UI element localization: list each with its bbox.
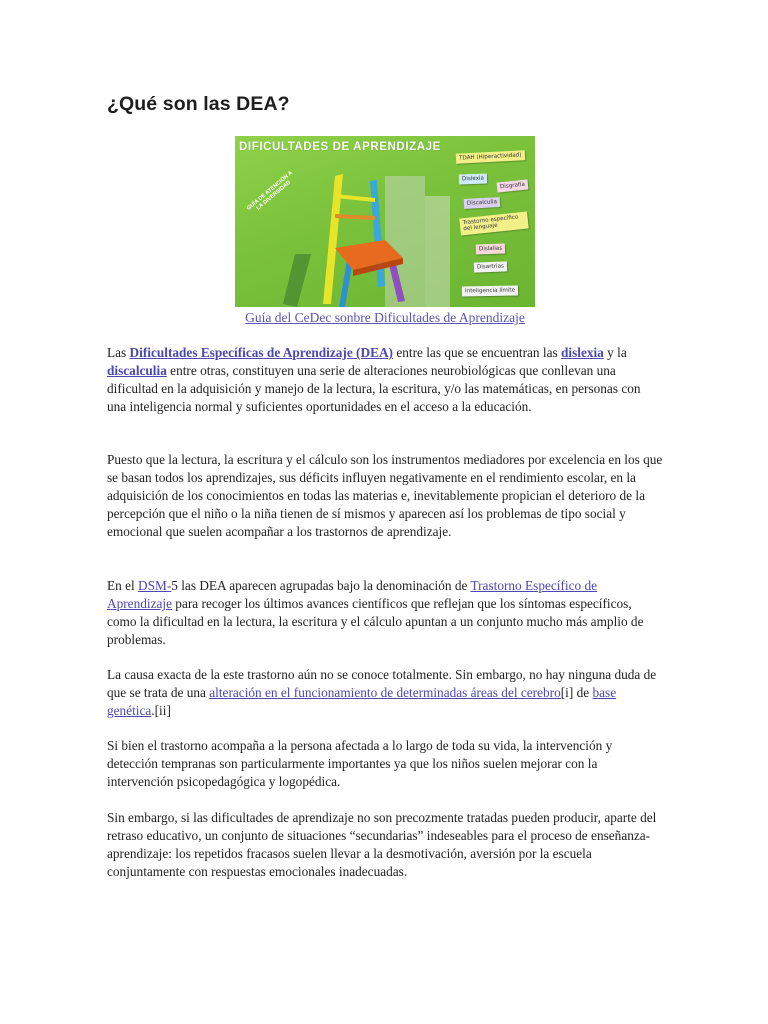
sticky-note: TDAH (Hiperactividad) bbox=[456, 150, 525, 164]
footnote-ref-1[interactable]: [i] bbox=[560, 684, 574, 700]
discalculia-link[interactable]: discalculia bbox=[107, 362, 167, 378]
text: En el bbox=[107, 578, 139, 593]
figure-caption-link[interactable]: Guía del CeDec sonbre Dificultades de Aprendizaje bbox=[245, 310, 525, 325]
text: y la bbox=[603, 345, 627, 360]
footnote-ref-2[interactable]: [ii] bbox=[154, 702, 171, 718]
sticky-note: Dislalias bbox=[476, 243, 506, 254]
page-title: ¿Qué son las DEA? bbox=[107, 93, 290, 115]
paragraph-2: Puesto que la lectura, la escritura y el cálculo son los instrumentos mediadores por excelencia en los que se basan todos los aprendizajes, sus déficits influyen negativamente en el rendimiento escolar, en la adquisición de los conocimientos en todas las materias e, inevitablemente propician el deterioro de la percepción que el niño o la niña tienen de sí mismos y aparecen así los problemas de tipo social y emocional que suelen acompañar a los trastornos de aprendizaje. bbox=[107, 452, 663, 539]
brain-areas-link[interactable]: alteración en el funcionamiento de determinadas áreas del cerebro bbox=[209, 684, 561, 700]
paragraph-1 bbox=[107, 344, 663, 416]
dsm-link[interactable]: DSM- bbox=[138, 578, 172, 593]
guide-label: GUÍA DE ATENCIÓN A LA DIVERSIDAD bbox=[245, 170, 294, 212]
sticky-note: Dislexia bbox=[459, 174, 487, 185]
text: Las bbox=[107, 345, 130, 360]
sticky-note: Disgrafía bbox=[497, 179, 529, 193]
sticky-note: Trastorno específico del lenguaje bbox=[459, 211, 528, 235]
trastorno-link[interactable]: Trastorno Específico de Aprendizaje bbox=[107, 578, 598, 611]
sticky-note: Inteligencia límite bbox=[462, 286, 518, 297]
paragraph-6: Sin embargo, si las dificultades de aprendizaje no son precozmente tratadas pueden producir, aparte del retraso educativo, un conjunto de situaciones “secundarias” indeseables para el proceso de enseñanza-aprendizaje: los repetidos fracasos suelen llevar a la desmotivación, aversión por la escuela conjuntamente con respuestas emocionales inadecuadas. bbox=[107, 810, 657, 879]
text: entre otras, constituyen una serie de alteraciones neurobiológicas que conllevan una dificultad en la adquisición y manejo de la lectura, la escritura, y/o las matemáticas, en personas con una inteligencia normal y suficientes oportunidades en el acceso a la educación. bbox=[107, 362, 641, 414]
figure-title: DIFICULTADES DE APRENDIZAJE bbox=[239, 141, 441, 153]
text: entre las que se encuentran las bbox=[393, 345, 561, 360]
text: . bbox=[151, 702, 155, 718]
text: 5 las DEA aparecen agrupadas bajo la denominación de bbox=[171, 578, 471, 593]
genetic-base-link[interactable]: base genética bbox=[107, 684, 617, 718]
text: de bbox=[573, 684, 593, 700]
paragraph-4 bbox=[107, 666, 663, 720]
paragraph-5: Si bien el trastorno acompaña a la persona afectada a lo largo de toda su vida, la intervención y detección tempranas son particularmente importantes ya que los niños suelen mejorar con la intervención psicopedagógica y logopédica. bbox=[107, 738, 613, 789]
sticky-note: Discalculia bbox=[464, 197, 500, 209]
dislexia-link[interactable]: dislexia bbox=[560, 345, 604, 360]
text: para recoger los últimos avances científicos que reflejan que los síntomas específicos, como la dificultad en la lectura, la escritura y el cálculo apuntan a un conjunto mucho más amplio de problemas. bbox=[107, 595, 644, 647]
sticky-note: Disartrias bbox=[474, 261, 507, 273]
dea-guide-image[interactable] bbox=[235, 136, 535, 307]
dea-link[interactable]: Dificultades Específicas de Aprendizaje (DEA) bbox=[129, 345, 393, 360]
paragraph-3 bbox=[107, 577, 663, 649]
text: La causa exacta de la este trastorno aún no se conoce totalmente. Sin embargo, no hay ninguna duda de que se trata de una bbox=[107, 667, 657, 700]
